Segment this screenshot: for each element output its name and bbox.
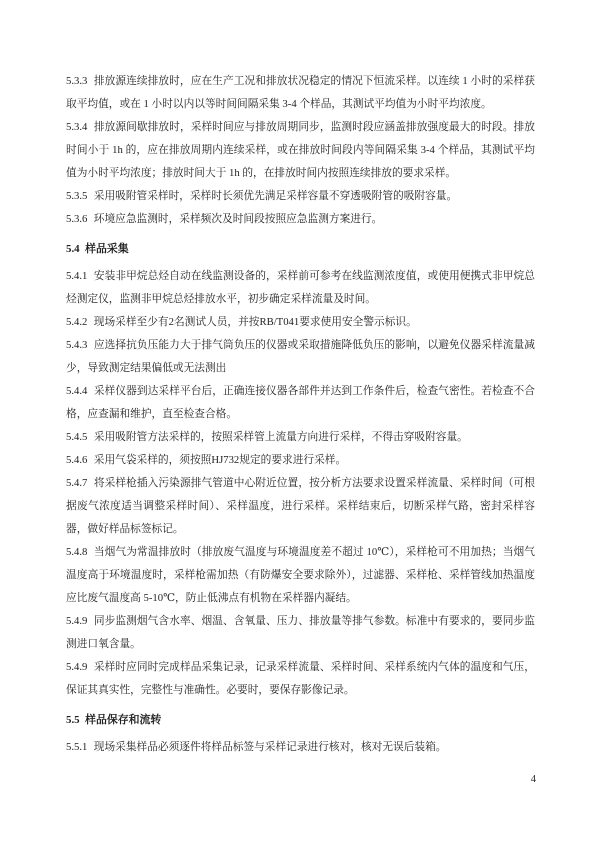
- clause-5-4-8: [66, 541, 535, 610]
- heading-number: 5.5: [66, 714, 80, 726]
- clause-5-4-3: [66, 334, 535, 380]
- clause-text: 环境应急监测时，采样频次及时间段按照应急监测方案进行。: [93, 213, 383, 225]
- clause-number: 5.4.9: [66, 661, 88, 673]
- clause-text: 排放源间歇排放时，采样时间应与排放周期同步，监测时段应涵盖排放强度最大的时段。排放时间小于 1h 的，应在排放周期内连续采样，或在排放时间段内等间隔采集 3-4 个样品，其测试平均值为小时平均浓度；排放时间大于 1h 的，在排放时间内按照连续排放的要求采样。: [66, 121, 535, 179]
- clause-5-4-4: [66, 380, 535, 426]
- clause-number: 5.4.6: [66, 454, 88, 466]
- clause-number: 5.4.5: [66, 431, 88, 443]
- clause-number: 5.3.5: [66, 190, 88, 202]
- clause-text: 采用吸附管采样时，采样时长须优先满足采样容量不穿透吸附管的吸附容量。: [93, 190, 458, 202]
- section-heading-5-4: [66, 238, 535, 261]
- clause-text: 安装非甲烷总烃自动在线监测设备的，采样前可参考在线监测浓度值，或使用便携式非甲烷总烃测定仪，监测非甲烷总烃排放水平，初步确定采样流量及时间。: [66, 270, 535, 305]
- clause-text: 现场采集样品必须逐件将样品标签与采样记录进行核对，核对无误后装箱。: [93, 741, 447, 753]
- clause-number: 5.4.9: [66, 615, 88, 627]
- clause-5-3-5: [66, 185, 535, 208]
- clause-number: 5.4.2: [66, 316, 88, 328]
- heading-number: 5.4: [66, 243, 80, 255]
- clause-number: 5.3.6: [66, 213, 88, 225]
- heading-text: 样品采集: [85, 243, 129, 255]
- clause-5-4-5: [66, 426, 535, 449]
- clause-5-3-6: [66, 208, 535, 231]
- clause-number: 5.4.8: [66, 546, 88, 558]
- clause-text: 采用吸附管方法采样的，按照采样管上流量方向进行采样，不得击穿吸附容量。: [93, 431, 468, 443]
- clause-text: 采用气袋采样的，须按照HJ732规定的要求进行采样。: [93, 454, 347, 466]
- section-heading-5-5: [66, 709, 535, 732]
- heading-text: 样品保存和流转: [85, 714, 162, 726]
- document-content: [66, 70, 535, 759]
- clause-text: 现场采样至少有2名测试人员，并按RB/T041要求使用安全警示标识。: [93, 316, 417, 328]
- clause-text: 采样时应同时完成样品采集记录，记录采样流量、采样时间、采样系统内气体的温度和气压，保证其真实性，完整性与准确性。必要时，要保存影像记录。: [66, 661, 535, 696]
- clause-text: 将采样枪插入污染源排气管道中心附近位置，按分析方法要求设置采样流量、采样时间（可根据废气浓度适当调整采样时间）、采样温度，进行采样。采样结束后，切断采样气路，密封采样容器，做好样品标签标记。: [66, 477, 535, 535]
- clause-text: 应选择抗负压能力大于排气筒负压的仪器或采取措施降低负压的影响，以避免仪器采样流量减少，导致测定结果偏低或无法测出: [66, 339, 535, 374]
- clause-number: 5.4.7: [66, 477, 88, 489]
- clause-5-4-9-a: [66, 610, 535, 656]
- clause-5-3-4: [66, 116, 535, 185]
- clause-number: 5.4.1: [66, 270, 88, 282]
- clause-text: 同步监测烟气含水率、烟温、含氧量、压力、排放量等排气参数。标准中有要求的，要同步监测进口氧含量。: [66, 615, 535, 650]
- clause-number: 5.3.4: [66, 121, 88, 133]
- page-number: 4: [530, 774, 536, 785]
- clause-text: 采样仪器到达采样平台后，正确连接仪器各部件并达到工作条件后，检查气密性。若检查不合格，应查漏和维护，直至检查合格。: [66, 385, 535, 420]
- clause-5-4-2: [66, 311, 535, 334]
- clause-5-3-3: [66, 70, 535, 116]
- clause-number: 5.5.1: [66, 741, 88, 753]
- clause-5-4-7: [66, 472, 535, 541]
- clause-number: 5.4.3: [66, 339, 88, 351]
- clause-5-4-9-b: [66, 656, 535, 702]
- clause-number: 5.3.3: [66, 75, 88, 87]
- clause-text: 排放源连续排放时，应在生产工况和排放状况稳定的情况下恒流采样。以连续 1 小时的采样获取平均值，或在 1 小时以内以等时间间隔采集 3-4 个样品，其测试平均值为小时平均浓度。: [66, 75, 535, 110]
- clause-number: 5.4.4: [66, 385, 88, 397]
- clause-5-4-1: [66, 265, 535, 311]
- clause-text: 当烟气为常温排放时（排放废气温度与环境温度差不超过 10℃），采样枪可不用加热；当烟气温度高于环境温度时，采样枪需加热（有防爆安全要求除外），过滤器、采样枪、采样管线加热温度应比废气温度高 5-10℃，防止低沸点有机物在采样器内凝结。: [66, 546, 535, 604]
- clause-5-5-1: [66, 736, 535, 759]
- clause-5-4-6: [66, 449, 535, 472]
